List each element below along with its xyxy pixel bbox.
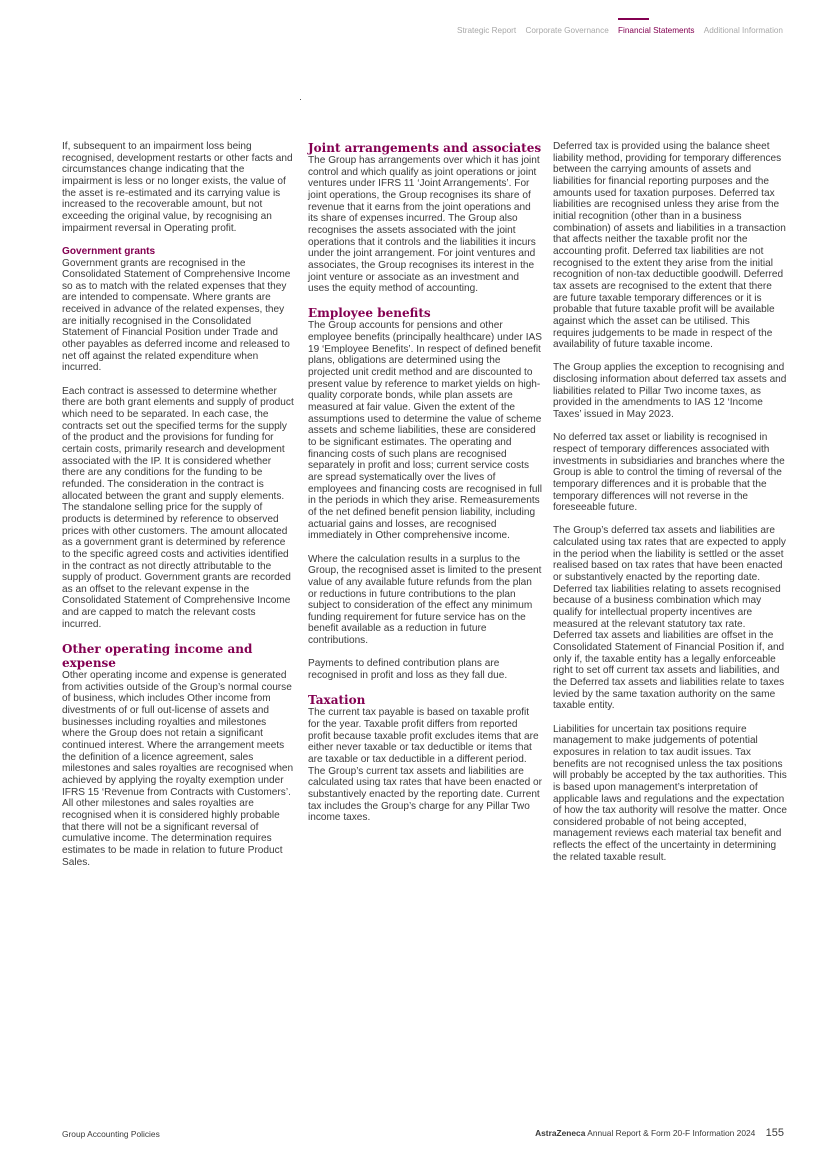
pillar-two-paragraph: The Group applies the exception to recognising and disclosing information about deferred tax assets and liabilities related to Pillar Two income taxes, as provided in the amendments to IAS 12 ‘Income Taxes’ issued in May 2023. [553, 362, 787, 421]
page-number: 155 [765, 1127, 784, 1139]
deferred-tax-rates-paragraph: The Group’s deferred tax assets and liabilities are calculated using tax rates that are expected to apply in the period when the liability is settled or the asset realised based on tax rates that have been enacted or substantively enacted by the reporting date. Deferred tax liabilities relating to assets recognised because of a business combination which may qualify for intellectual property incentives are measured at the relevant statutory tax rate. Deferred tax assets and liabilities are offset in the Consolidated Statement of Financial Position if, and only if, the taxable entity has a legally enforceable right to set off current tax assets and liabilities, and the Deferred tax assets and liabilities relate to taxes levied by the same taxation authority on the same taxable entity. [553, 525, 786, 712]
uncertain-tax-positions-paragraph: Liabilities for uncertain tax positions require management to make judgements of potential exposures in relation to tax audit issues. Tax benefits are not recognised unless the tax positions will probably be accepted by the tax authorities. This is based upon management’s interpretation of applicable laws and regulations and the expectation of how the tax authority will resolve the matter. Once considered probable of not being accepted, management reviews each material tax benefit and reflects the effect of the uncertainty in determining the related taxable result. [553, 723, 787, 863]
impairment-reversal-paragraph: If, subsequent to an impairment loss being recognised, development restarts or other facts and circumstances change indicating that the impairment is less or no longer exists, the value of the asset is re-estimated and its carrying value is increased to the recoverable amount, but not exceeding the original value, by recognising an impairment reversal in Operating profit. [62, 141, 293, 234]
nav-additional-information[interactable]: Additional Information [703, 26, 783, 35]
employee-benefits-paragraph-2: Where the calculation results in a surplus to the Group, the recognised asset is limited to the present value of any available future refunds from the plan or reductions in future contributions to the plan subject to consideration of the effect any minimum funding requirement for future service has on the benefit available as a reduction in future contributions. [308, 553, 542, 647]
other-operating-income-heading: Other operating income and expense [62, 642, 253, 671]
column-right [553, 141, 787, 875]
taxation-paragraph: The current tax payable is based on taxable profit for the year. Taxable profit differs from reported profit because taxable profit excludes items that are either never taxable or tax deductible or items that are taxable or tax deductible in a different period. The Group’s current tax assets and liabilities are calculated using tax rates that have been enacted or substantively enacted by the reporting date. Current tax includes the Group’s charge for any Pillar Two income taxes. [308, 707, 542, 824]
employee-benefits-heading: Employee benefits [308, 306, 431, 321]
footer-report-info [535, 1127, 784, 1139]
deferred-tax-paragraph: Deferred tax is provided using the balance sheet liability method, providing for temporary differences between the carrying amounts of assets and liabilities for financial reporting purposes and the amounts used for taxation purposes. Deferred tax liabilities are recognised unless they arise from the initial recognition (other than in a business combination) of assets and liabilities in a transaction that affects neither the taxable profit nor the accounting profit. Deferred tax liabilities are not recognised to the extent they arise from the initial recognition of non-tax deductible goodwill. Deferred tax assets are recognised to the extent that there are future taxable temporary differences or it is probable that future taxable profit will be available against which the asset can be utilised. This requires judgements to be made in respect of the availability of future taxable income. [553, 141, 786, 351]
footer-report-title: Annual Report & Form 20-F Information 2024 [587, 1128, 756, 1138]
employee-benefits-paragraph-1: The Group accounts for pensions and other employee benefits (principally healthcare) under IAS 19 ‘Employee Benefits’. In respect of defined benefit plans, obligations are determined using the projected unit credit method and are discounted to present value by reference to market yields on high-quality corporate bonds, while plan assets are measured at fair value. Given the extent of the assumptions used to determine the value of scheme assets and scheme liabilities, these are considered to be significant estimates. The operating and financing costs of such plans are recognised separately in profit and loss; current service costs are spread systematically over the lives of employees and financing costs are recognised in full in the periods in which they arise. Remeasurements of the net defined benefit pension liability, including actuarial gains and losses, are recognised immediately in Other comprehensive income. [308, 320, 542, 542]
taxation-heading: Taxation [308, 693, 366, 708]
stray-mark [300, 99, 301, 100]
joint-arrangements-paragraph: The Group has arrangements over which it has joint control and which qualify as joint operations or joint ventures under IFRS 11 ‘Joint Arrangements’. For joint operations, the Group recognises its share of revenue that it earns from the joint operations and its share of expenses incurred. The Group also recognises the assets associated with the joint operations that it controls and the liabilities it incurs under the joint arrangement. For joint ventures and associates, the Group recognises its interest in the joint venture or associate as an investment and uses the equity method of accounting. [308, 155, 540, 295]
nav-financial-statements[interactable]: Financial Statements [618, 26, 695, 35]
government-grants-paragraph-2: Each contract is assessed to determine whether there are both grant elements and supply of product which need to be separated. In each case, the contracts set out the specified terms for the supply of the product and the provisions for funding for certain costs, primarily research and development associated with the IP. It is considered whether there are any conditions for the funding to be refunded. The consideration in the contract is allocated between the grant and supply elements. The standalone selling price for the supply of products is determined by reference to observed prices with other customers. The amount allocated as a government grant is determined by reference to the specific agreed costs and activities identified in the contract as not directly attributable to the supply of product. Government grants are recorded as an offset to the relevant expense in the Consolidated Statement of Comprehensive Income and are capped to match the relevant costs incurred. [62, 385, 294, 630]
footer-brand: AstraZeneca [535, 1128, 586, 1138]
government-grants-heading: Government grants [62, 245, 156, 257]
top-navigation [450, 26, 783, 35]
footer-section-title: Group Accounting Policies [62, 1129, 160, 1139]
temporary-differences-paragraph: No deferred tax asset or liability is recognised in respect of temporary differences associated with investments in subsidiaries and branches where the Group is able to control the timing of reversal of the temporary differences and it is probable that the temporary differences will not reverse in the foreseeable future. [553, 432, 785, 514]
employee-benefits-paragraph-3: Payments to defined contribution plans are recognised in profit and loss as they fall due. [308, 658, 508, 682]
other-operating-income-paragraph: Other operating income and expense is generated from activities outside of the Group’s normal course of business, which includes Other income from divestments of or full out-license of assets and businesses including royalties and milestones where the Group does not retain a significant continued interest. Where the arrangement meets the definition of a licence agreement, sales milestones and sales royalties are recognised when achieved by applying the royalty exemption under IFRS 15 ‘Revenue from Contracts with Customers’. All other milestones and sales royalties are recognised when it is considered highly probable that there will not be a significant reversal of cumulative income. The determination requires estimates to be made in relation to future Product Sales. [62, 670, 294, 868]
column-left [62, 141, 296, 880]
nav-corporate-governance[interactable]: Corporate Governance [525, 26, 609, 35]
nav-strategic-report[interactable]: Strategic Report [457, 26, 517, 35]
joint-arrangements-heading: Joint arrangements and associates [308, 141, 542, 155]
column-middle [308, 141, 542, 835]
government-grants-paragraph-1: Government grants are recognised in the Consolidated Statement of Comprehensive Income so as to match with the related expenses that they are intended to compensate. Where grants are received in advance of the related expenses, they are initially recognised in the Consolidated Statement of Financial Position under Trade and other payables as deferred income and released to net off against the related expenditure when incurred. [62, 257, 291, 374]
